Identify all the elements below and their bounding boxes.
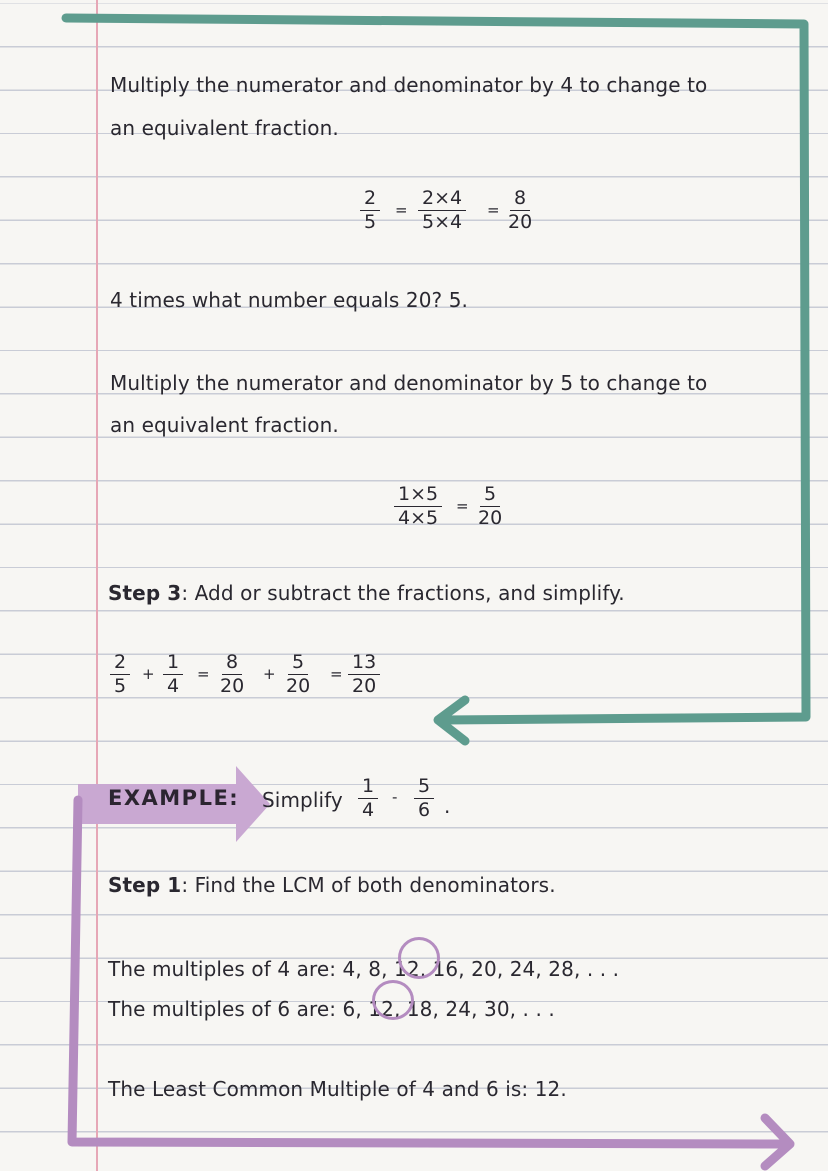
fraction: $\frac{8}{20}$ (508, 187, 533, 233)
fraction: $\frac{13}{20}$ (348, 652, 380, 697)
fraction: $\frac{1\times 5}{4\times 5}$ (394, 484, 442, 529)
lcm-circle (398, 937, 440, 979)
instruction-line: Multiply the numerator and denominator by 4 to change to (110, 73, 708, 97)
step-text: : Add or subtract the fractions, and simplify. (181, 581, 625, 605)
fraction: $\frac{2}{5}$ (360, 188, 380, 233)
equals-sign: = (487, 201, 500, 219)
fraction: $\frac{2}{5}$ (110, 652, 130, 697)
plus-sign: + (263, 665, 276, 683)
fraction: $\frac{5}{20}$ (478, 483, 503, 529)
equals-sign: = (395, 201, 408, 219)
multiples-line: The multiples of 6 are: 6, 12, 18, 24, 30, . . . (108, 997, 555, 1021)
plus-sign: + (142, 665, 155, 683)
step-text: : Find the LCM of both denominators. (181, 873, 556, 897)
step-label: Step 1 (108, 873, 182, 897)
example-label: EXAMPLE: (108, 786, 240, 810)
example-text: Simplify (262, 788, 343, 812)
fraction: $\frac{1}{4}$ (358, 776, 378, 821)
lcm-circle (372, 980, 414, 1020)
fraction: $\frac{2\times 4}{5\times 4}$ (418, 188, 466, 233)
instruction-line: an equivalent fraction. (110, 116, 339, 140)
conclusion-text: The Least Common Multiple of 4 and 6 is: 12. (108, 1077, 567, 1101)
step-label: Step 3 (108, 581, 182, 605)
step-heading (108, 581, 625, 605)
fraction: $\frac{5}{6}$ (414, 776, 434, 821)
instruction-line: Multiply the numerator and denominator by 5 to change to (110, 371, 708, 395)
fraction: $\frac{5}{20}$ (286, 651, 311, 697)
multiples-line: The multiples of 4 are: 4, 8, 12, 16, 20, 24, 28, . . . (108, 957, 620, 981)
step-heading (108, 873, 556, 897)
minus-sign: - (392, 788, 398, 806)
equals-sign: = (456, 497, 469, 515)
instruction-line: an equivalent fraction. (110, 413, 339, 437)
equals-sign: = (197, 665, 210, 683)
fraction: $\frac{1}{4}$ (163, 652, 183, 697)
question-text: 4 times what number equals 20? 5. (110, 288, 469, 312)
period: . (444, 794, 451, 818)
equals-sign: = (330, 665, 343, 683)
fraction: $\frac{8}{20}$ (220, 651, 245, 697)
